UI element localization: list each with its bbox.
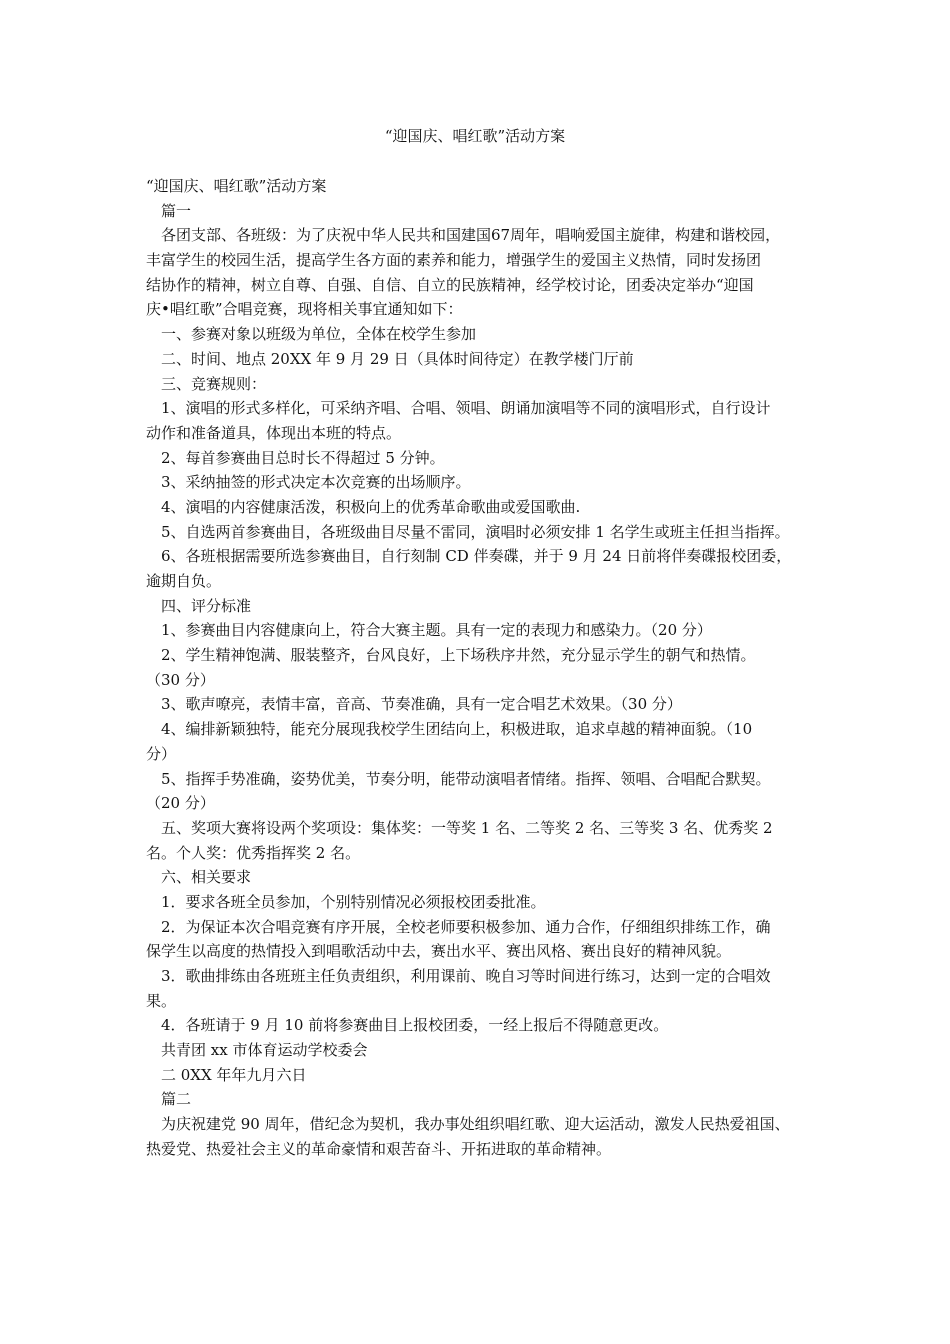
text-line: （20 分） — [146, 794, 215, 813]
text-line: 篇一 — [161, 201, 192, 220]
text-line: 2、每首参赛曲目总时长不得超过 5 分钟。 — [161, 448, 445, 467]
text-line: 分） — [146, 744, 177, 763]
text-line: 1．要求各班全员参加，个别特别情况必须报校团委批准。 — [161, 892, 546, 911]
text-line: 为庆祝建党 90 周年，借纪念为契机，我办事处组织唱红歌、迎大运活动，激发人民热爱祖国、 — [161, 1115, 790, 1134]
text-line: 6、各班根据需要所选参赛曲目，自行刻制 CD 伴奏碟，并于 9 月 24 日前将伴奏碟报校团委， — [161, 547, 792, 566]
text-line: 4．各班请于 9 月 10 前将参赛曲目上报校团委，一经上报后不得随意更改。 — [161, 1016, 669, 1035]
document-body — [146, 174, 811, 1162]
text-line: 二、时间、地点 20XX 年 9 月 29 日（具体时间待定）在教学楼门厅前 — [161, 349, 634, 368]
text-line: 二 0XX 年年九月六日 — [161, 1065, 307, 1084]
text-line: 果。 — [146, 991, 177, 1010]
text-line: 5、指挥手势准确，姿势优美，节奏分明，能带动演唱者情绪。指挥、领唱、合唱配合默契。 — [161, 769, 771, 788]
text-line: 4、编排新颖独特，能充分展现我校学生团结向上，积极进取，追求卓越的精神面貌。（10 — [161, 720, 753, 739]
text-line: 丰富学生的校园生活，提高学生各方面的素养和能力，增强学生的爱国主义热情，同时发扬团 — [146, 251, 762, 270]
text-line: 1、演唱的形式多样化，可采纳齐唱、合唱、领唱、朗诵加演唱等不同的演唱形式，自行设计 — [161, 399, 771, 418]
text-line: 5、自选两首参赛曲目，各班级曲目尽量不雷同，演唱时必须安排 1 名学生或班主任担当指挥。 — [161, 522, 790, 541]
text-line: 一、参赛对象以班级为单位，全体在校学生参加 — [161, 325, 477, 344]
text-line: （30 分） — [146, 670, 215, 689]
page-title: “迎国庆、唱红歌”活动方案 — [384, 127, 566, 145]
text-line: 3．歌曲排练由各班班主任负责组织，利用课前、晚自习等时间进行练习，达到一定的合唱效 — [161, 967, 771, 985]
text-line: 3、采纳抽签的形式决定本次竞赛的出场顺序。 — [161, 473, 471, 492]
text-line: 六、相关要求 — [161, 868, 252, 887]
text-line: 篇二 — [161, 1090, 192, 1109]
text-line: 庆•唱红歌”合唱竞赛，现将相关事宜通知如下： — [146, 300, 463, 319]
text-line: 五、奖项大赛将设两个奖项设：集体奖：一等奖 1 名、二等奖 2 名、三等奖 3 名、优秀奖 2 — [161, 818, 773, 837]
text-line: 名。个人奖：优秀指挥奖 2 名。 — [146, 843, 361, 862]
text-line: 共青团 xx 市体育运动学校委会 — [161, 1041, 368, 1060]
text-line: 热爱党、热爱社会主义的革命豪情和艰苦奋斗、开拓进取的革命精神。 — [146, 1139, 612, 1158]
text-line: 逾期自负。 — [146, 572, 222, 590]
text-line: 4、演唱的内容健康活泼，积极向上的优秀革命歌曲或爱国歌曲. — [161, 497, 581, 516]
text-line: 1、参赛曲目内容健康向上，符合大赛主题。具有一定的表现力和感染力。（20 分） — [161, 621, 712, 640]
text-line: “迎国庆、唱红歌”活动方案 — [146, 177, 327, 195]
text-line: 各团支部、各班级：为了庆祝中华人民共和国建国67周年，唱响爱国主旋律，构建和谐校园， — [161, 226, 781, 245]
text-line: 2．为保证本次合唱竞赛有序开展，全校老师要积极参加、通力合作，仔细组织排练工作，确 — [161, 917, 771, 936]
text-line: 动作和准备道具，体现出本班的特点。 — [146, 423, 402, 442]
text-line: 三、竞赛规则： — [161, 374, 267, 393]
text-line: 3、歌声嘹亮，表情丰富，音高、节奏准确，具有一定合唱艺术效果。（30 分） — [161, 695, 682, 714]
text-line: 四、评分标准 — [161, 596, 252, 615]
text-line: 结协作的精神，树立自尊、自强、自信、自立的民族精神，经学校讨论，团委决定举办“迎国 — [146, 275, 754, 294]
text-line: 保学生以高度的热情投入到唱歌活动中去，赛出水平、赛出风格、赛出良好的精神风貌。 — [146, 942, 732, 961]
text-line: 2、学生精神饱满、服装整齐，台风良好，上下场秩序井然，充分显示学生的朝气和热情。 — [161, 646, 756, 665]
